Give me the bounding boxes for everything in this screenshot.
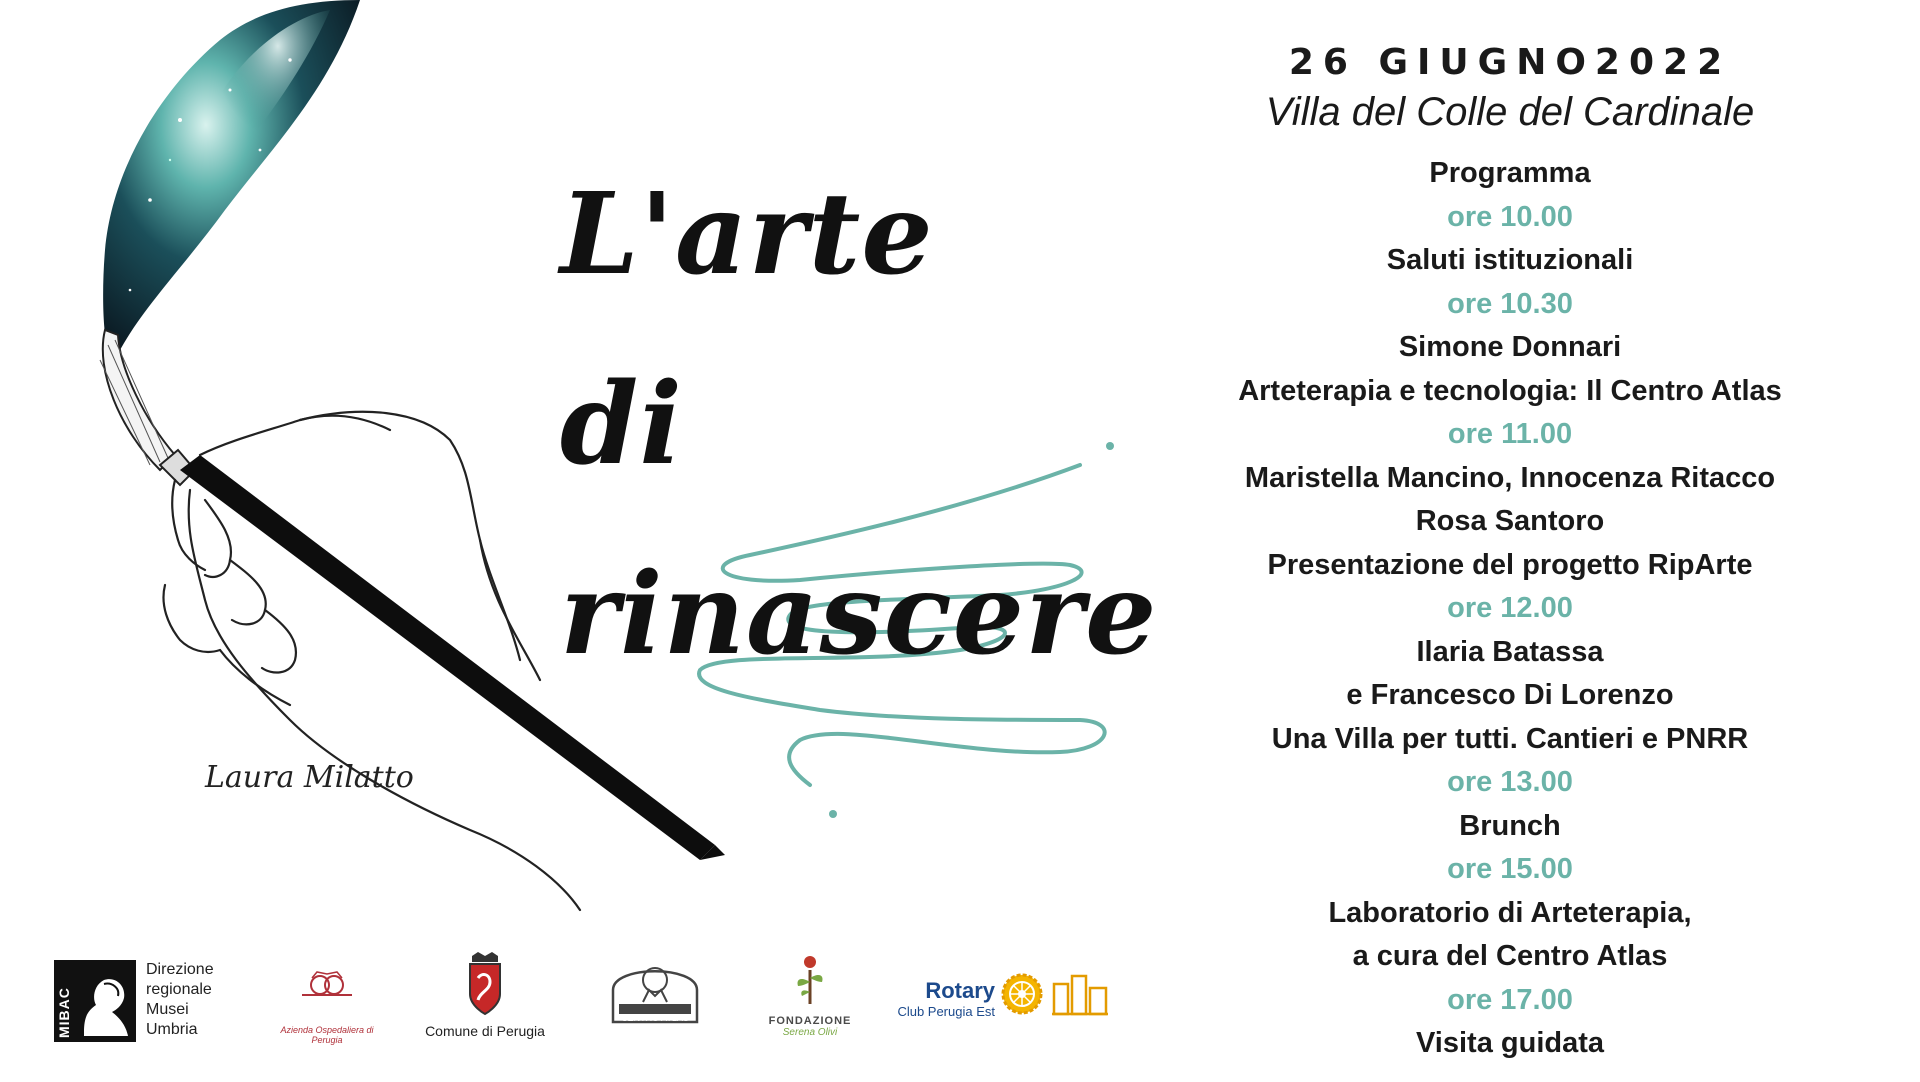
fondazione-name: FONDAZIONE <box>768 1015 852 1027</box>
program-item: Arteterapia e tecnologia: Il Centro Atlas <box>1238 374 1782 407</box>
program-time: ore 12.00 <box>1447 592 1573 624</box>
tree-person-icon <box>760 950 860 1010</box>
program-time: ore 13.00 <box>1447 766 1573 798</box>
event-venue: Villa del Colle del Cardinale <box>1265 90 1755 134</box>
program-item: e Francesco Di Lorenzo <box>1346 679 1674 711</box>
comune-text: Comune di Perugia <box>425 1023 545 1039</box>
program-item: Ilaria Batassa <box>1416 635 1604 668</box>
event-info <box>1160 38 1860 1066</box>
teal-dot-top <box>1106 442 1114 450</box>
rotary-name: Rotary <box>925 978 995 1003</box>
program-item: Maristella Mancino, Innocenza Ritacco <box>1244 461 1776 494</box>
mibac-mark <box>54 960 136 1042</box>
rotary-club: Club Perugia Est <box>897 1004 995 1019</box>
program-item: Simone Donnari <box>1398 331 1622 363</box>
comune-shield-icon <box>420 950 550 1018</box>
program-list <box>1160 196 1860 1066</box>
program-time: ore 17.00 <box>1447 983 1573 1016</box>
mibac-text: Direzione regionale Musei Umbria <box>146 961 214 1038</box>
program-item: Laboratorio di Arteterapia, <box>1328 896 1692 929</box>
event-title <box>560 140 1158 710</box>
program-item: Presentazione del progetto RipArte <box>1267 548 1753 581</box>
program-heading: Programma <box>1429 157 1591 189</box>
program <box>1160 152 1860 1066</box>
event-date: 26 GIUGNO2022 <box>1288 42 1732 83</box>
azienda-text: Azienda Ospedaliera di Perugia <box>280 1025 374 1045</box>
title-line-1: L'arte di <box>560 169 934 490</box>
program-item: Saluti istituzionali <box>1386 244 1634 276</box>
program-time: ore 15.00 <box>1447 853 1573 885</box>
sponsor-logos <box>50 950 1110 1050</box>
program-item: a cura del Centro Atlas <box>1352 940 1668 972</box>
artist-signature: Laura Milatto <box>205 760 414 795</box>
nebula-plume <box>103 0 360 357</box>
logo-mibac <box>54 950 254 1050</box>
program-item: Visita guidata <box>1415 1027 1605 1059</box>
atlas-text: CENTRO ATLAS <box>621 1013 689 1023</box>
fondazione-sub: Serena Olivi <box>782 1027 838 1038</box>
teal-dot-bottom <box>829 810 837 818</box>
logo-comune-perugia <box>420 950 550 1050</box>
program-time: ore 10.30 <box>1447 287 1573 320</box>
program-time: ore 10.00 <box>1447 200 1573 233</box>
logo-fondazione <box>760 950 860 1050</box>
program-item: Rosa Santoro <box>1415 505 1605 537</box>
logo-centro-atlas <box>605 950 705 1050</box>
title-line-2: rinascere <box>560 549 1158 680</box>
building-icon <box>1050 970 1110 1018</box>
logo-rotary <box>885 950 1110 1050</box>
program-item: Una Villa per tutti. Cantieri e PNRR <box>1271 722 1749 755</box>
program-item: Brunch <box>1459 809 1561 842</box>
azienda-emblem-icon <box>272 950 382 1020</box>
logo-azienda-ospedaliera <box>272 950 382 1050</box>
rotary-wheel-icon <box>1000 972 1044 1016</box>
program-time: ore 11.00 <box>1447 418 1573 450</box>
mibac-label: MIBAC <box>56 987 72 1038</box>
